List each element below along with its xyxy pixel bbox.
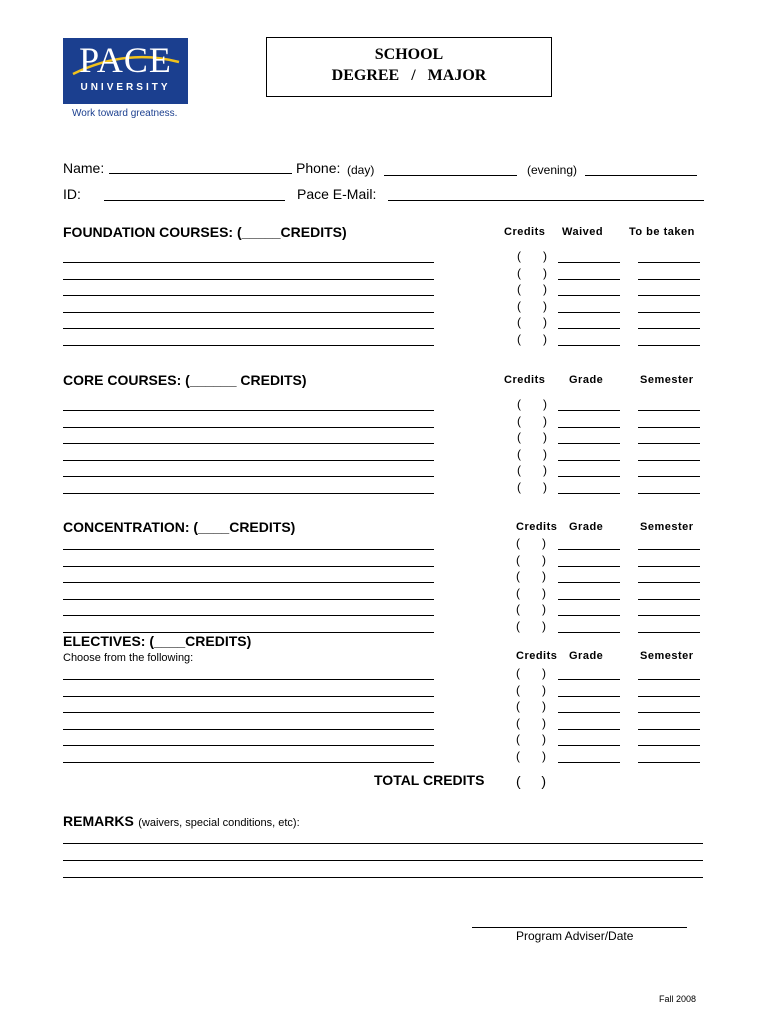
electives-col3-line[interactable] bbox=[638, 729, 700, 730]
core-credits-field[interactable]: ( ) bbox=[517, 479, 547, 494]
concentration-col3-line[interactable] bbox=[638, 582, 700, 583]
foundation-col-tobetaken: To be taken bbox=[629, 226, 695, 238]
core-credits-field[interactable]: ( ) bbox=[517, 430, 547, 444]
core-col2-line[interactable] bbox=[558, 476, 620, 477]
core-col2-line[interactable] bbox=[558, 460, 620, 461]
electives-col-semester: Semester bbox=[640, 650, 694, 662]
concentration-course-line[interactable] bbox=[63, 615, 434, 616]
electives-col3-line[interactable] bbox=[638, 679, 700, 680]
concentration-col3-line[interactable] bbox=[638, 549, 700, 550]
electives-credits-field[interactable]: ( ) bbox=[516, 732, 546, 746]
remarks-label: REMARKS bbox=[63, 813, 134, 829]
foundation-col3-line[interactable] bbox=[638, 262, 700, 263]
core-col-grade: Grade bbox=[569, 374, 604, 386]
foundation-col3-line[interactable] bbox=[638, 279, 700, 280]
electives-col-grade: Grade bbox=[569, 650, 604, 662]
concentration-course-line[interactable] bbox=[63, 599, 434, 600]
foundation-course-line[interactable] bbox=[63, 328, 434, 329]
concentration-col2-line[interactable] bbox=[558, 566, 620, 567]
foundation-col3-line[interactable] bbox=[638, 345, 700, 346]
title-school: SCHOOL bbox=[374, 46, 444, 63]
core-course-line[interactable] bbox=[63, 460, 434, 461]
foundation-col2-line[interactable] bbox=[558, 312, 620, 313]
id-field[interactable] bbox=[104, 200, 285, 201]
electives-col3-line[interactable] bbox=[638, 712, 700, 713]
foundation-col-credits: Credits bbox=[504, 226, 546, 238]
electives-col-credits: Credits bbox=[516, 650, 558, 662]
foundation-course-line[interactable] bbox=[63, 262, 434, 263]
logo-wordmark: PACE bbox=[79, 40, 172, 80]
foundation-course-line[interactable] bbox=[63, 345, 434, 346]
electives-course-line[interactable] bbox=[63, 745, 434, 746]
foundation-credits-field[interactable]: ( ) bbox=[517, 265, 547, 280]
foundation-col2-line[interactable] bbox=[558, 328, 620, 329]
electives-course-line[interactable] bbox=[63, 712, 434, 713]
concentration-title: CONCENTRATION: (____CREDITS) bbox=[63, 519, 296, 535]
electives-course-line[interactable] bbox=[63, 729, 434, 730]
foundation-credits-field[interactable]: ( ) bbox=[517, 331, 547, 346]
concentration-col2-line[interactable] bbox=[558, 599, 620, 600]
electives-col2-line[interactable] bbox=[558, 745, 620, 746]
electives-credits-field[interactable]: ( ) bbox=[516, 715, 546, 730]
concentration-col-grade: Grade bbox=[569, 521, 604, 533]
concentration-credits-field[interactable]: ( ) bbox=[516, 569, 546, 583]
core-credits-field[interactable]: ( ) bbox=[517, 446, 547, 461]
electives-course-line[interactable] bbox=[63, 762, 434, 763]
core-course-line[interactable] bbox=[63, 410, 434, 411]
core-col3-line[interactable] bbox=[638, 443, 700, 444]
concentration-col-credits: Credits bbox=[516, 521, 558, 533]
core-course-line[interactable] bbox=[63, 443, 434, 444]
electives-col3-line[interactable] bbox=[638, 745, 700, 746]
foundation-col2-line[interactable] bbox=[558, 262, 620, 263]
electives-col2-line[interactable] bbox=[558, 679, 620, 680]
concentration-col3-line[interactable] bbox=[638, 615, 700, 616]
adviser-signature-label: Program Adviser/Date bbox=[516, 929, 634, 943]
total-credits-label: TOTAL CREDITS bbox=[374, 772, 485, 788]
concentration-credits-field[interactable]: ( ) bbox=[516, 618, 546, 633]
email-field[interactable] bbox=[388, 200, 704, 201]
electives-col2-line[interactable] bbox=[558, 712, 620, 713]
concentration-course-line[interactable] bbox=[63, 566, 434, 567]
remarks-hint: (waivers, special conditions, etc): bbox=[138, 817, 300, 829]
core-col2-line[interactable] bbox=[558, 410, 620, 411]
core-credits-field[interactable]: ( ) bbox=[517, 463, 547, 477]
concentration-col3-line[interactable] bbox=[638, 632, 700, 633]
core-col2-line[interactable] bbox=[558, 493, 620, 494]
electives-credits-field[interactable]: ( ) bbox=[516, 682, 546, 697]
core-col3-line[interactable] bbox=[638, 427, 700, 428]
electives-credits-field[interactable]: ( ) bbox=[516, 699, 546, 713]
foundation-credits-field[interactable]: ( ) bbox=[517, 282, 547, 296]
core-credits-field[interactable]: ( ) bbox=[517, 397, 547, 411]
phone-label: Phone: bbox=[296, 160, 341, 176]
electives-col3-line[interactable] bbox=[638, 696, 700, 697]
concentration-credits-field[interactable]: ( ) bbox=[516, 552, 546, 567]
concentration-credits-field[interactable]: ( ) bbox=[516, 585, 546, 600]
concentration-col3-line[interactable] bbox=[638, 566, 700, 567]
electives-subtitle: Choose from the following: bbox=[63, 652, 194, 664]
concentration-credits-field[interactable]: ( ) bbox=[516, 602, 546, 616]
electives-course-line[interactable] bbox=[63, 696, 434, 697]
adviser-signature-line[interactable] bbox=[472, 927, 687, 928]
foundation-credits-field[interactable]: ( ) bbox=[517, 298, 547, 313]
name-field[interactable] bbox=[109, 173, 292, 174]
remarks-heading bbox=[63, 813, 300, 831]
foundation-title: FOUNDATION COURSES: (_____CREDITS) bbox=[63, 224, 347, 240]
electives-col2-line[interactable] bbox=[558, 696, 620, 697]
core-course-line[interactable] bbox=[63, 493, 434, 494]
concentration-col2-line[interactable] bbox=[558, 615, 620, 616]
foundation-col2-line[interactable] bbox=[558, 279, 620, 280]
footer-term: Fall 2008 bbox=[659, 994, 697, 1004]
core-col3-line[interactable] bbox=[638, 460, 700, 461]
phone-day-field[interactable] bbox=[384, 175, 517, 176]
concentration-credits-field[interactable]: ( ) bbox=[516, 536, 546, 550]
core-col-credits: Credits bbox=[504, 374, 546, 386]
concentration-col2-line[interactable] bbox=[558, 632, 620, 633]
core-col3-line[interactable] bbox=[638, 410, 700, 411]
foundation-course-line[interactable] bbox=[63, 279, 434, 280]
foundation-col-waived: Waived bbox=[562, 226, 604, 238]
phone-evening-field[interactable] bbox=[585, 175, 697, 176]
core-col2-line[interactable] bbox=[558, 427, 620, 428]
electives-col2-line[interactable] bbox=[558, 729, 620, 730]
foundation-course-line[interactable] bbox=[63, 295, 434, 296]
electives-credits-field[interactable]: ( ) bbox=[516, 748, 546, 763]
phone-day-label: (day) bbox=[347, 163, 375, 177]
foundation-col2-line[interactable] bbox=[558, 345, 620, 346]
concentration-course-line[interactable] bbox=[63, 549, 434, 550]
core-col3-line[interactable] bbox=[638, 493, 700, 494]
foundation-credits-field[interactable]: ( ) bbox=[517, 249, 547, 263]
email-label: Pace E-Mail: bbox=[297, 186, 377, 202]
concentration-col3-line[interactable] bbox=[638, 599, 700, 600]
logo-tagline: Work toward greatness. bbox=[72, 108, 178, 119]
concentration-col2-line[interactable] bbox=[558, 549, 620, 550]
core-col2-line[interactable] bbox=[558, 443, 620, 444]
core-course-line[interactable] bbox=[63, 427, 434, 428]
concentration-col2-line[interactable] bbox=[558, 582, 620, 583]
name-label: Name: bbox=[63, 160, 105, 176]
id-label: ID: bbox=[63, 186, 81, 202]
core-col3-line[interactable] bbox=[638, 476, 700, 477]
remarks-line-3[interactable] bbox=[63, 877, 703, 878]
pace-logo bbox=[63, 38, 188, 104]
logo-university: UNIVERSITY bbox=[80, 82, 171, 93]
title-degree-major: DEGREE / MAJOR bbox=[331, 67, 487, 84]
core-credits-field[interactable]: ( ) bbox=[517, 413, 547, 428]
foundation-col3-line[interactable] bbox=[638, 295, 700, 296]
core-course-line[interactable] bbox=[63, 476, 434, 477]
concentration-col-semester: Semester bbox=[640, 521, 694, 533]
electives-col3-line[interactable] bbox=[638, 762, 700, 763]
foundation-col2-line[interactable] bbox=[558, 295, 620, 296]
core-col-semester: Semester bbox=[640, 374, 694, 386]
electives-credits-field[interactable]: ( ) bbox=[516, 666, 546, 680]
foundation-col3-line[interactable] bbox=[638, 328, 700, 329]
remarks-line-1[interactable] bbox=[63, 843, 703, 844]
remarks-line-2[interactable] bbox=[63, 860, 703, 861]
title-box bbox=[266, 37, 552, 97]
concentration-course-line[interactable] bbox=[63, 582, 434, 583]
foundation-course-line[interactable] bbox=[63, 312, 434, 313]
electives-col2-line[interactable] bbox=[558, 762, 620, 763]
foundation-col3-line[interactable] bbox=[638, 312, 700, 313]
electives-title: ELECTIVES: (____CREDITS) bbox=[63, 633, 252, 649]
foundation-credits-field[interactable]: ( ) bbox=[517, 315, 547, 329]
electives-course-line[interactable] bbox=[63, 679, 434, 680]
total-credits-field[interactable]: ( ) bbox=[516, 773, 546, 789]
core-title: CORE COURSES: (______ CREDITS) bbox=[63, 372, 307, 388]
phone-evening-label: (evening) bbox=[527, 163, 578, 177]
